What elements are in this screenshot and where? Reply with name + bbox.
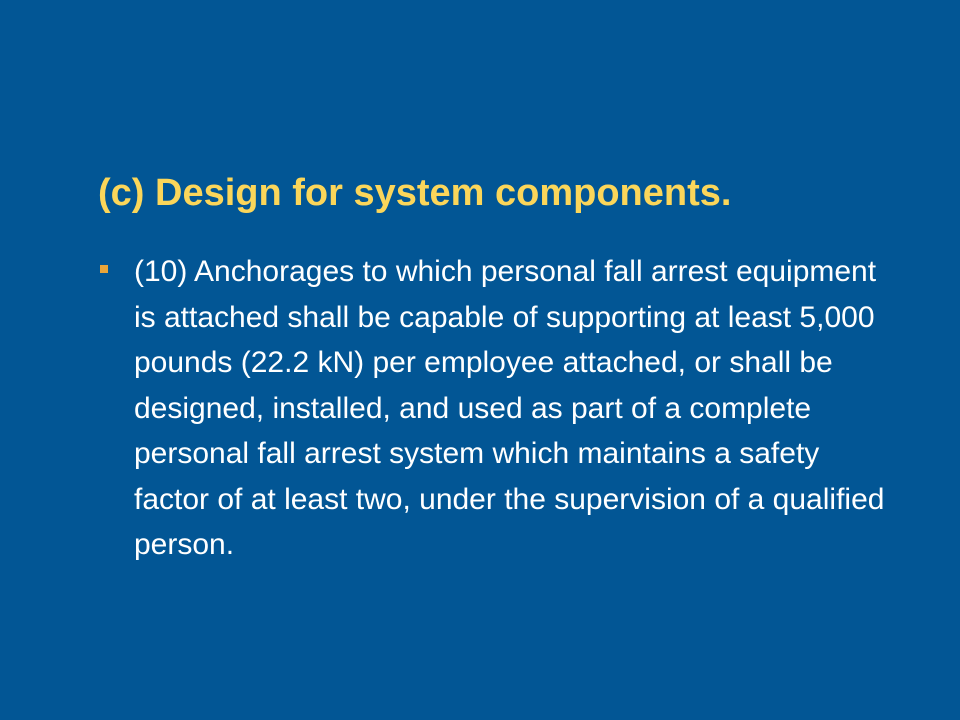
slide-title: (c) Design for system components. — [98, 172, 732, 214]
square-bullet-icon — [100, 265, 108, 273]
bullet-list — [100, 249, 900, 568]
bullet-item — [100, 249, 900, 568]
bullet-text: (10) Anchorages to which personal fall arrest equipment is attached shall be capable of supporting at least 5,000 pounds (22.2 kN) per employee attached, or shall be designed, installed, and used as part of a complete personal fall arrest system which maintains a safety factor of at least two, under the supervision of a qualified person. — [134, 255, 885, 561]
